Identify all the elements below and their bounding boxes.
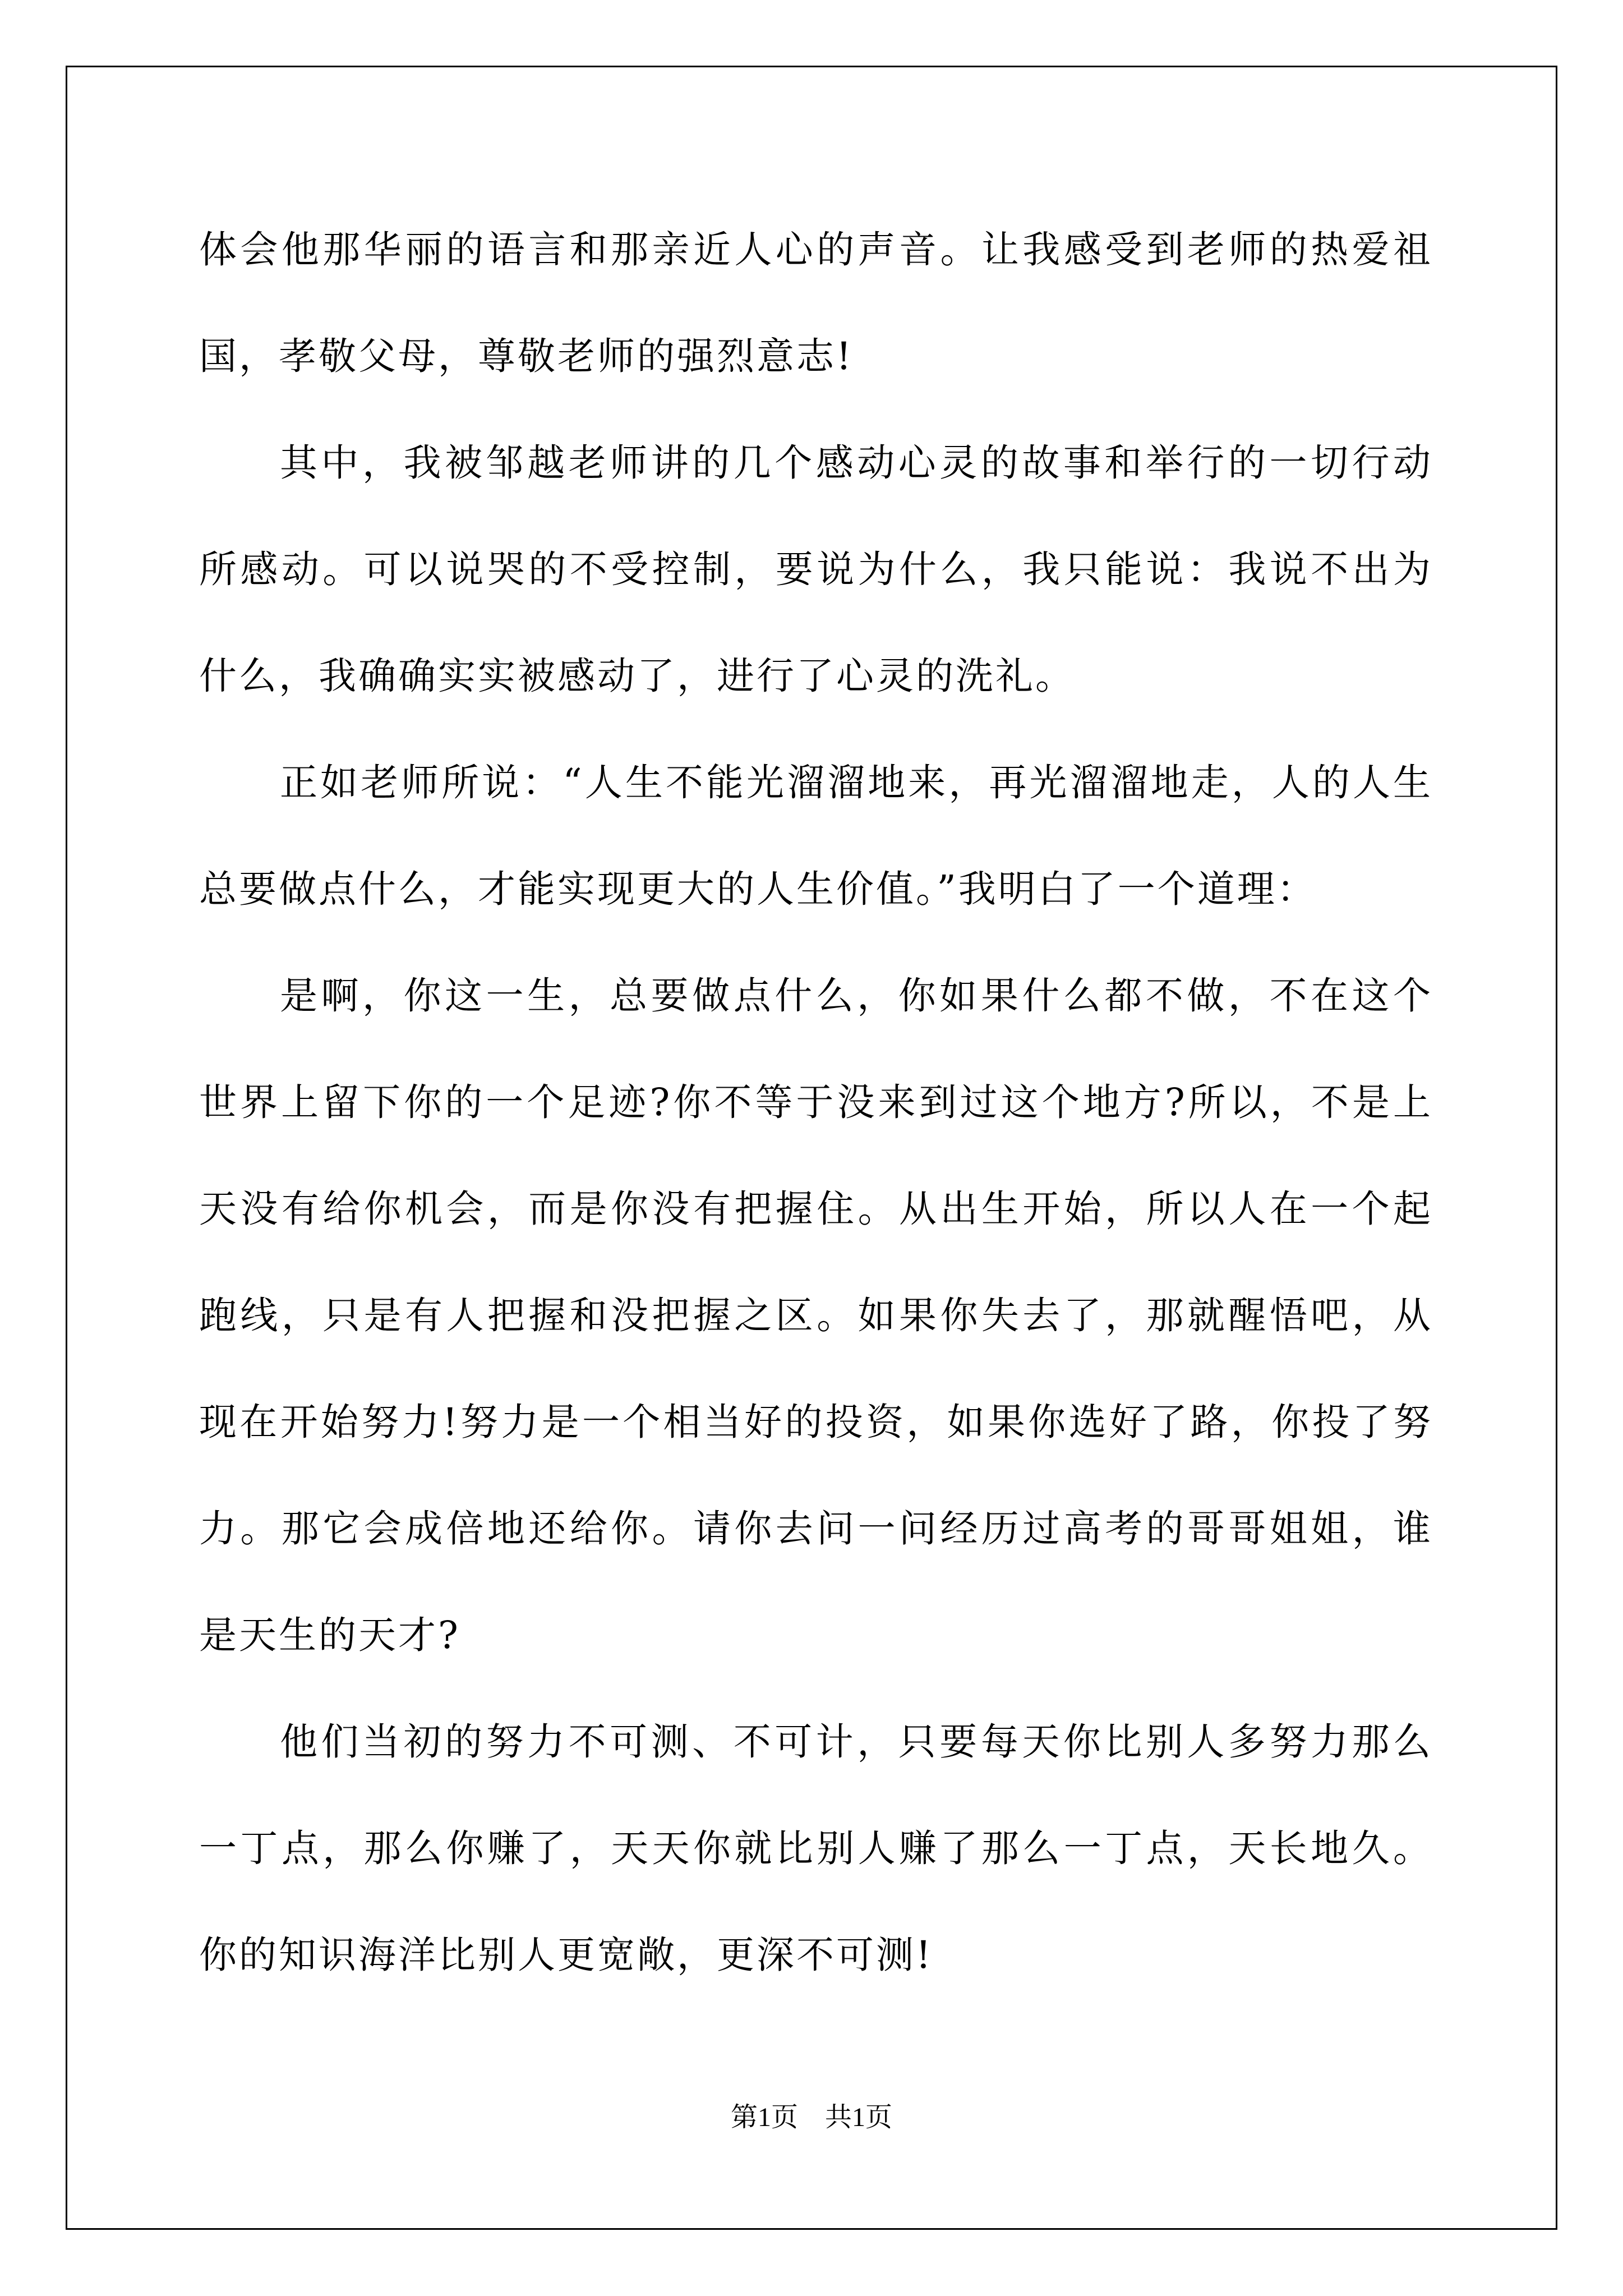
paragraph-2: 其中，我被邹越老师讲的几个感动心灵的故事和举行的一切行动所感动。可以说哭的不受控制，要说为什么，我只能说：我说不出为什么，我确确实实被感动了，进行了心灵的洗礼。 xyxy=(199,441,1433,698)
paragraph-3: 正如老师所说：“人生不能光溜溜地来，再光溜溜地走，人的人生总要做点什么，才能实现更大的人生价值。”我明白了一个道理： xyxy=(199,761,1433,911)
paragraph-4: 是啊，你这一生，总要做点什么，你如果什么都不做，不在这个世界上留下你的一个足迹?你不等于没来到过这个地方?所以，不是上天没有给你机会，而是你没有把握住。从出生开始，所以人在一个起跑线，只是有人把握和没把握之区。如果你失去了，那就醒悟吧，从现在开始努力!努力是一个相当好的投资，如果你选好了路，你投了努力。那它会成倍地还给你。请你去问一问经历过高考的哥哥姐姐，谁是天生的天才? xyxy=(199,974,1433,1657)
page-number-footer: 第1页 共1页 xyxy=(730,2102,892,2132)
document-body xyxy=(199,196,1433,2008)
paragraph-1: 体会他那华丽的语言和那亲近人心的声音。让我感受到老师的热爱祖国，孝敬父母，尊敬老师的强烈意志! xyxy=(199,228,1433,378)
paragraph-5: 他们当初的努力不可测、不可计，只要每天你比别人多努力那么一丁点，那么你赚了，天天你就比别人赚了那么一丁点，天长地久。你的知识海洋比别人更宽敞，更深不可测! xyxy=(199,1720,1433,1977)
